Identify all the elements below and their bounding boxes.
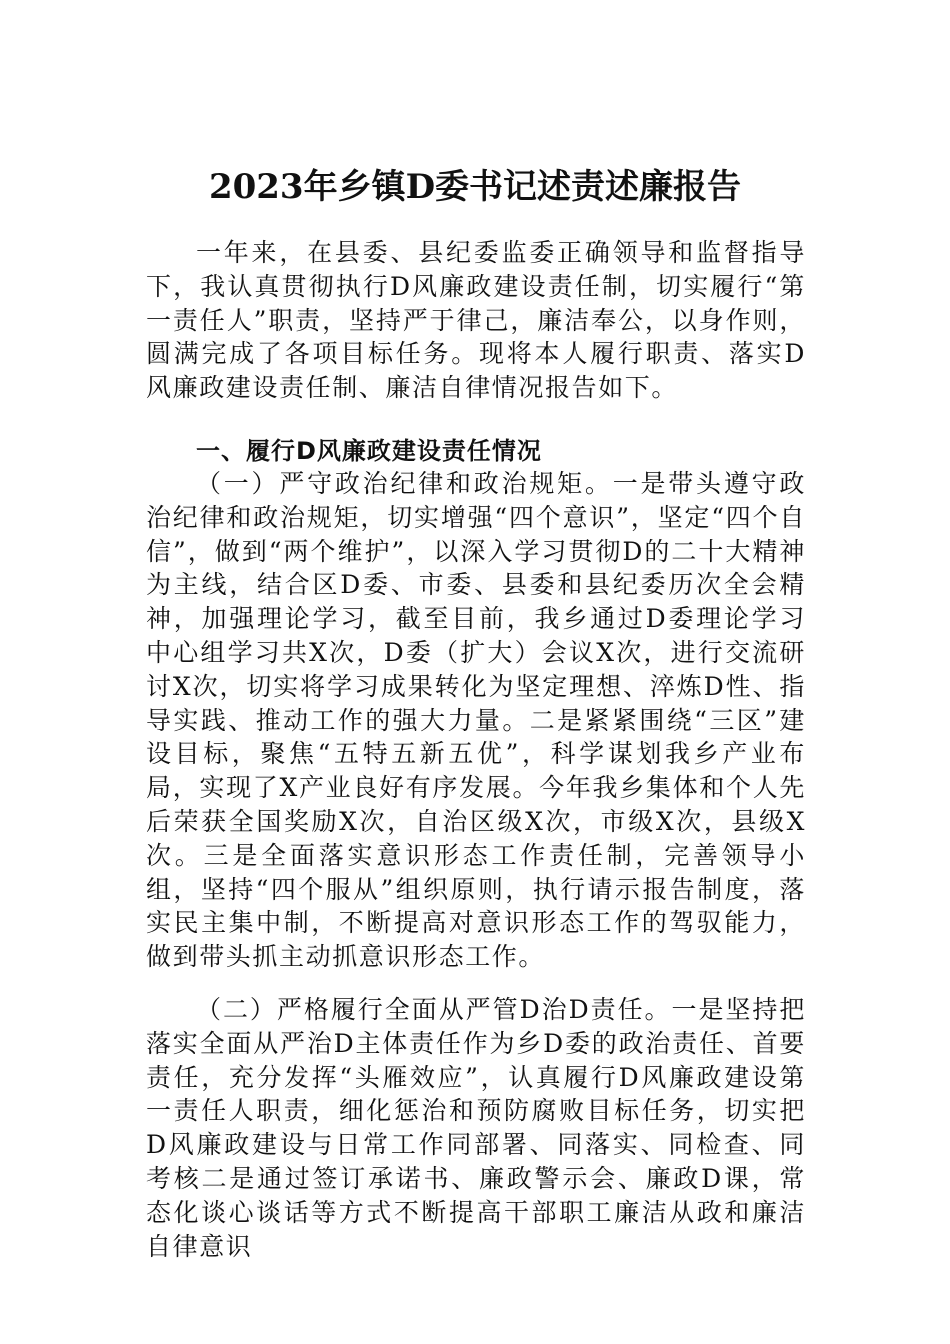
section-heading: 一、履行D风廉政建设责任情况 bbox=[196, 437, 542, 465]
document-title: 2023年乡镇D委书记述责述廉报告 bbox=[208, 167, 742, 207]
section-item-paragraph: （二）严格履行全面从严管D治D责任。一是坚持把落实全面从严治D主体责任作为乡D委的政治责任、首要责任，充分发挥“头雁效应”，认真履行D风廉政建设第一责任人职责，细化惩治和预防腐败目标任务，切实把D风廉政建设与日常工作同部署、同落实、同检查、同考核二是通过签订承诺书、廉政警示会、廉政D课，常态化谈心谈话等方式不断提高干部职工廉洁从政和廉洁自律意识 bbox=[146, 995, 806, 1261]
intro-paragraph: 一年来，在县委、县纪委监委正确领导和监督指导下，我认真贯彻执行D风廉政建设责任制，切实履行“第一责任人”职责，坚持严于律己，廉洁奉公，以身作则，圆满完成了各项目标任务。现将本人履行职责、落实D风廉政建设责任制、廉洁自律情况报告如下。 bbox=[146, 238, 806, 403]
section-item-paragraph: （一）严守政治纪律和政治规矩。一是带头遵守政治纪律和政治规矩，切实增强“四个意识”，坚定“四个自信”，做到“两个维护”，以深入学习贯彻D的二十大精神为主线，结合区D委、市委、县委和县纪委历次全会精神，加强理论学习，截至目前，我乡通过D委理论学习中心组学习共X次，D委（扩大）会议X次，进行交流研讨X次，切实将学习成果转化为坚定理想、淬炼D性、指导实践、推动工作的强大力量。二是紧紧围绕“三区”建设目标，聚焦“五特五新五优”，科学谋划我乡产业布局，实现了X产业良好有序发展。今年我乡集体和个人先后荣获全国奖励X次，自治区级X次，市级X次，县级X次。三是全面落实意识形态工作责任制，完善领导小组，坚持“四个服从”组织原则，执行请示报告制度，落实民主集中制，不断提高对意识形态工作的驾驭能力，做到带头抓主动抓意识形态工作。 bbox=[146, 469, 806, 972]
